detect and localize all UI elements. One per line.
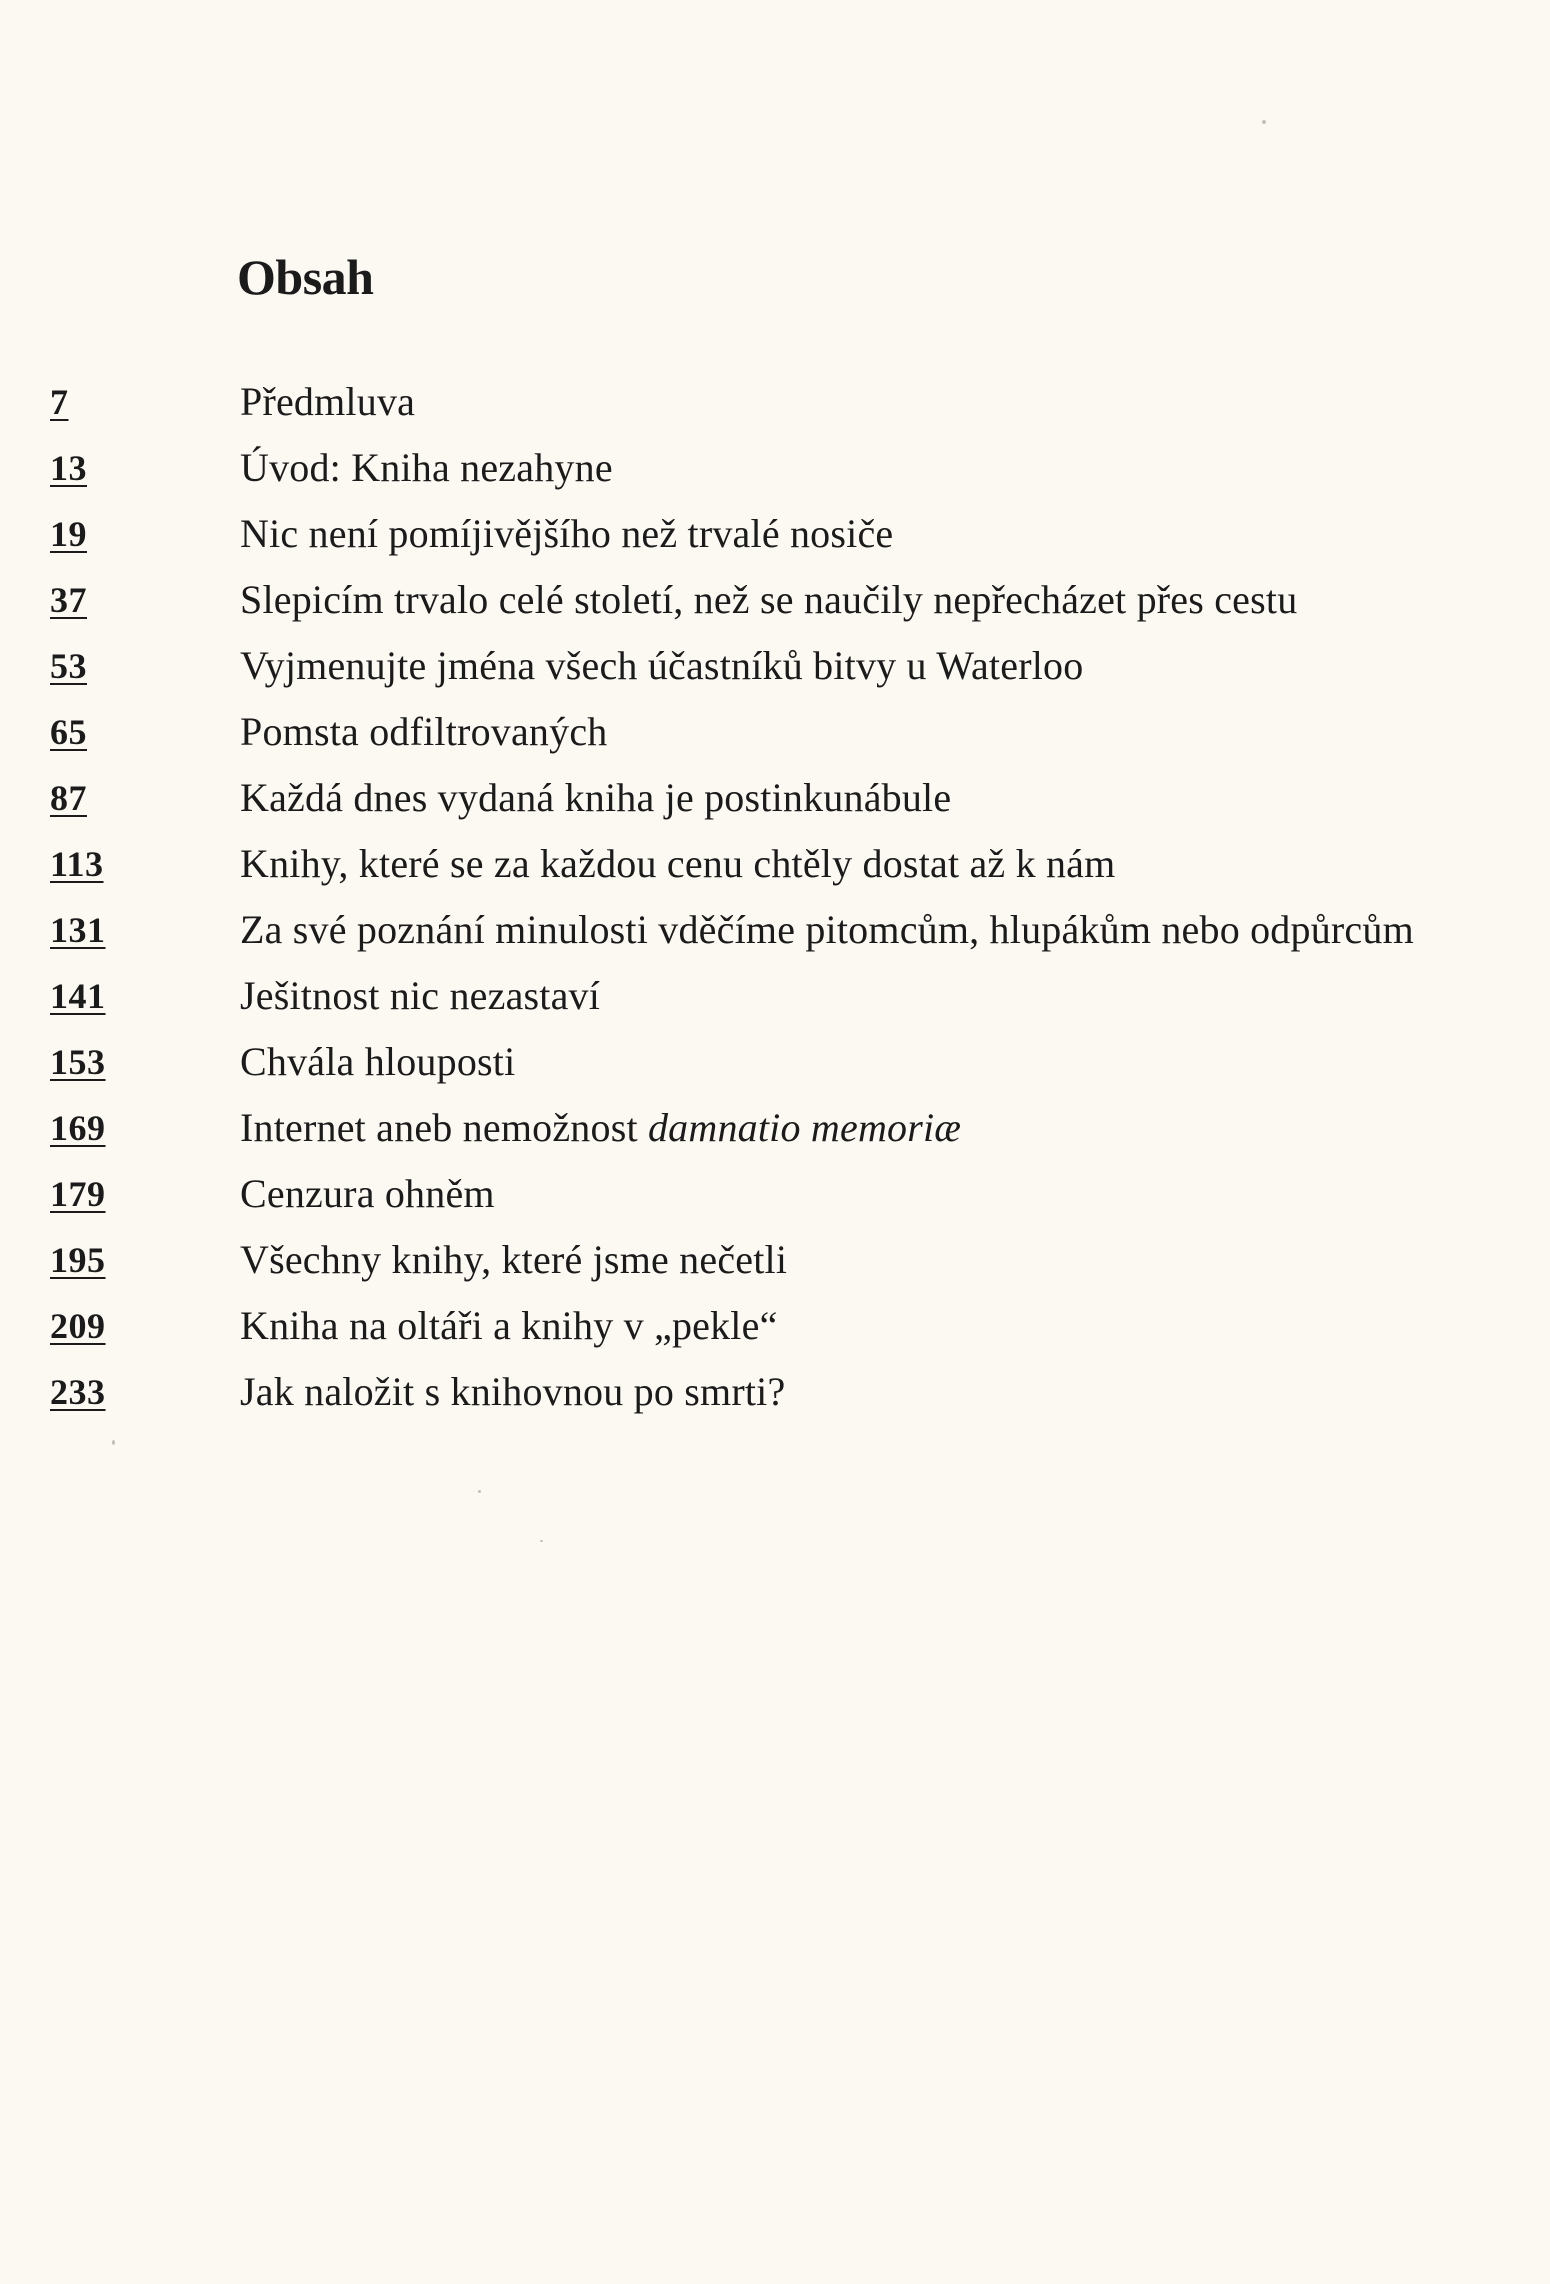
toc-entry [50, 908, 1470, 960]
page-number: 153 [50, 1042, 106, 1082]
page-number: 233 [50, 1372, 106, 1412]
chapter-title-italic: damnatio memoriæ [647, 1105, 962, 1150]
page-number: 13 [50, 448, 87, 488]
page-number: 141 [50, 976, 106, 1016]
toc-entry [50, 578, 1470, 630]
chapter-title: Každá dnes vydaná kniha je postinkunábule [240, 775, 952, 820]
page-number: 195 [50, 1240, 106, 1280]
page-number: 37 [50, 580, 87, 620]
chapter-title: Jak naložit s knihovnou po smrti? [240, 1369, 786, 1414]
chapter-title: Předmluva [240, 379, 416, 424]
table-of-contents [50, 380, 1470, 1436]
page-number: 87 [50, 778, 87, 818]
chapter-title: Všechny knihy, které jsme nečetli [240, 1237, 788, 1282]
toc-entry [50, 512, 1470, 564]
chapter-title: Úvod: Kniha nezahyne [240, 445, 613, 490]
chapter-title: Cenzura ohněm [240, 1171, 495, 1216]
toc-entry [50, 1172, 1470, 1224]
chapter-title: Knihy, které se za každou cenu chtěly dostat až k nám [240, 841, 1116, 886]
page-number: 131 [50, 910, 106, 950]
chapter-title: Za své poznání minulosti vděčíme pitomcům, hlupákům nebo odpůrcům [240, 907, 1414, 952]
toc-entry [50, 1304, 1470, 1356]
toc-entry [50, 710, 1470, 762]
chapter-title: Ješitnost nic nezastaví [240, 973, 601, 1018]
page-number: 7 [50, 382, 69, 422]
paper-speck [1262, 120, 1266, 124]
chapter-title: Nic není pomíjivějšího než trvalé nosiče [240, 511, 894, 556]
chapter-title: Slepicím trvalo celé století, než se naučily nepřecházet přes cestu [240, 577, 1298, 622]
toc-entry [50, 1370, 1470, 1422]
page-number: 169 [50, 1108, 106, 1148]
toc-entry [50, 1238, 1470, 1290]
toc-entry [50, 644, 1470, 696]
chapter-title: Vyjmenujte jména všech účastníků bitvy u Waterloo [240, 643, 1084, 688]
toc-entry [50, 974, 1470, 1026]
page-number: 179 [50, 1174, 106, 1214]
toc-entry [50, 776, 1470, 828]
chapter-title [240, 1098, 1470, 1158]
page-number: 209 [50, 1306, 106, 1346]
toc-entry [50, 1106, 1470, 1158]
paper-speck [112, 1440, 115, 1445]
page-number: 53 [50, 646, 87, 686]
page-number: 65 [50, 712, 87, 752]
toc-entry [50, 842, 1470, 894]
page-number: 113 [50, 844, 104, 884]
toc-entry [50, 380, 1470, 432]
chapter-title-plain: Internet aneb nemožnost [240, 1105, 648, 1150]
toc-entry [50, 446, 1470, 498]
paper-speck [540, 1540, 543, 1542]
chapter-title: Kniha na oltáři a knihy v „pekle“ [240, 1303, 778, 1348]
toc-heading: Obsah [237, 249, 374, 305]
paper-speck [478, 1490, 481, 1493]
toc-entry [50, 1040, 1470, 1092]
chapter-title: Chvála hlouposti [240, 1039, 516, 1084]
chapter-title: Pomsta odfiltrovaných [240, 709, 608, 754]
page-number: 19 [50, 514, 87, 554]
